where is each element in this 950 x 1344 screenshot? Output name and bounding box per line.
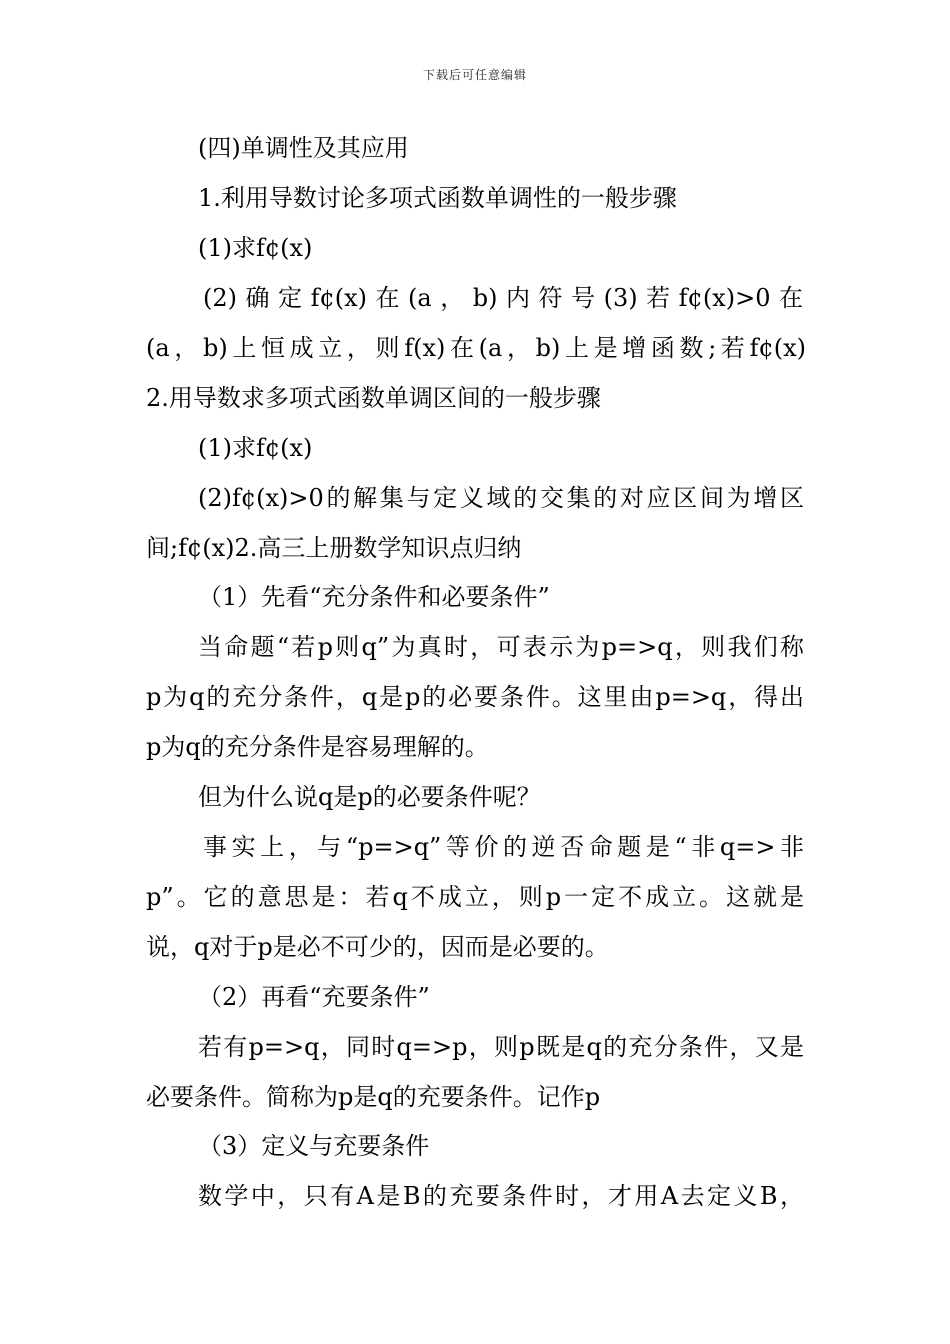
paragraph-line: (2)f¢(x)>0的解集与定义域的交集的对应区间为增区: [198, 484, 804, 512]
paragraph-line: (a，b)上恒成立，则f(x)在(a，b)上是增函数;若f¢(x): [146, 334, 806, 362]
subsection-heading: （3）定义与充要条件: [198, 1132, 430, 1160]
paragraph-line: 说，q对于p是必不可少的，因而是必要的。: [146, 933, 609, 961]
paragraph-line: 数学中，只有A是B的充要条件时，才用A去定义B，: [198, 1182, 804, 1210]
paragraph-line: (1)求f¢(x): [198, 434, 313, 462]
subsection-heading: （1）先看“充分条件和必要条件”: [198, 583, 550, 611]
section-heading: (四)单调性及其应用: [198, 134, 409, 162]
paragraph-line: 必要条件。简称为p是q的充要条件。记作p: [146, 1083, 601, 1111]
page-header: 下载后可任意编辑: [422, 68, 527, 82]
paragraph-line: p为q的充分条件是容易理解的。: [146, 733, 489, 761]
subsection-heading: （2）再看“充要条件”: [198, 983, 430, 1011]
paragraph-line: p为q的充分条件，q是p的必要条件。这里由p=>q，得出: [146, 683, 804, 711]
paragraph-line: 事实上，与“p=>q”等价的逆否命题是“非q=>非: [203, 833, 804, 861]
paragraph-line: 但为什么说q是p的必要条件呢？: [198, 783, 541, 811]
paragraph-line: 当命题“若p则q”为真时，可表示为p=>q，则我们称: [198, 633, 804, 661]
paragraph-line: (1)求f¢(x): [198, 234, 313, 262]
paragraph-line: 若有p=>q，同时q=>p，则p既是q的充分条件，又是: [198, 1033, 804, 1061]
paragraph-line: (2)确定f¢(x)在(a，b)内符号(3)若f¢(x)>0在: [203, 284, 803, 312]
paragraph-line: 2.用导数求多项式函数单调区间的一般步骤: [146, 384, 601, 412]
paragraph-line: 间;f¢(x)2.高三上册数学知识点归纳: [146, 534, 522, 562]
paragraph-line: p”。它的意思是：若q不成立，则p一定不成立。这就是: [146, 883, 804, 911]
paragraph-line: 1.利用导数讨论多项式函数单调性的一般步骤: [198, 184, 677, 212]
